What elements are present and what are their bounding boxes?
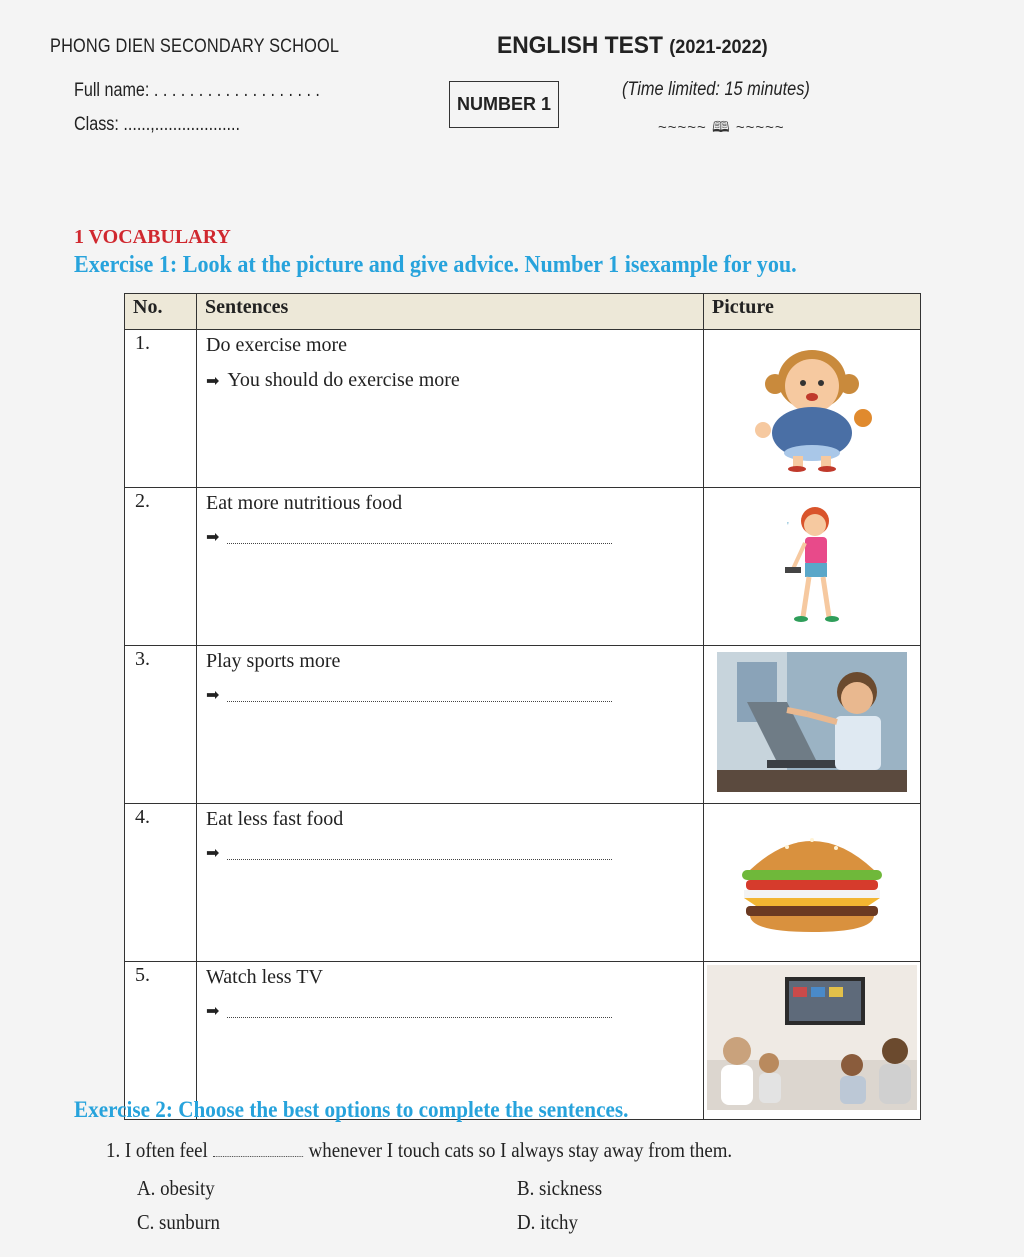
question-text-before: I often feel (124, 1138, 208, 1162)
test-title-main: ENGLISH TEST (497, 32, 663, 59)
class-label: Class: ......,................... (74, 114, 241, 135)
sentence-text: Eat less fast food (206, 808, 344, 830)
tired-boy-dumbbell-picture (704, 488, 920, 639)
question-blank[interactable] (213, 1156, 303, 1157)
test-title (497, 32, 768, 60)
arrow-icon: ➡ (206, 845, 220, 862)
picture-cell (704, 962, 921, 1120)
option-d[interactable]: D. itchy (517, 1210, 578, 1234)
answer-blank[interactable] (227, 689, 612, 702)
row-number: 5. (125, 962, 197, 1120)
school-name: PHONG DIEN SECONDARY SCHOOL (50, 36, 340, 57)
table-row (125, 646, 921, 804)
answer-line (197, 993, 703, 1021)
svg-text:': ' (787, 520, 789, 532)
answer-line (197, 519, 703, 547)
answer-blank[interactable] (227, 847, 612, 860)
header-no: No. (125, 294, 197, 330)
header-sentences: Sentences (197, 294, 704, 330)
row-number: 3. (125, 646, 197, 804)
example-answer: You should do exercise more (227, 369, 460, 391)
answer-blank[interactable] (227, 531, 612, 544)
arrow-icon: ➡ (206, 529, 220, 546)
table-row (125, 330, 921, 488)
row-number: 4. (125, 804, 197, 962)
answer-blank[interactable] (227, 1005, 612, 1018)
full-name-label: Full name: . . . . . . . . . . . . . . . . . . . (74, 80, 320, 101)
answer-line (197, 835, 703, 863)
sentence-cell (197, 804, 704, 962)
picture-cell (704, 330, 921, 488)
option-b[interactable]: B. sickness (517, 1176, 603, 1200)
test-title-years: (2021-2022) (669, 37, 768, 58)
table-row (125, 962, 921, 1120)
sentence-text: Play sports more (206, 650, 341, 672)
arrow-icon: ➡ (206, 1003, 220, 1020)
time-limit: (Time limited: 15 minutes) (622, 79, 810, 100)
exercise-1-title: Exercise 1: Look at the picture and give advice. Number 1 isexample for you. (74, 252, 797, 278)
sentence-cell (197, 646, 704, 804)
sentence-text: Watch less TV (206, 966, 323, 988)
sentence-cell (197, 962, 704, 1120)
table-row (125, 804, 921, 962)
picture-cell (704, 488, 921, 646)
picture-cell (704, 804, 921, 962)
table-row (125, 488, 921, 646)
sentence-cell (197, 330, 704, 488)
overweight-girl-picture (704, 330, 920, 481)
option-a[interactable]: A. obesity (137, 1176, 215, 1200)
arrow-icon: ➡ (206, 372, 220, 390)
family-watching-tv-picture (704, 962, 920, 1113)
question-number: 1. (106, 1138, 121, 1162)
decorative-ornament: ~~~~~ 🕮 ~~~~~ (658, 119, 785, 136)
table-header-row (125, 294, 921, 330)
hamburger-picture (704, 804, 920, 955)
arrow-icon: ➡ (206, 687, 220, 704)
exercise-1-table (124, 293, 921, 1120)
sentence-text: Do exercise more (206, 334, 348, 356)
row-number: 1. (125, 330, 197, 488)
question-text-after: whenever I touch cats so I always stay away from them. (308, 1138, 733, 1162)
picture-cell (704, 646, 921, 804)
sentence-text: Eat more nutritious food (206, 492, 403, 514)
header-picture: Picture (704, 294, 921, 330)
exercise-2-title: Exercise 2: Choose the best options to complete the sentences. (74, 1097, 629, 1122)
row-number: 2. (125, 488, 197, 646)
answer-line (197, 677, 703, 705)
sentence-cell (197, 488, 704, 646)
answer-line (197, 361, 703, 392)
option-c[interactable]: C. sunburn (137, 1210, 220, 1234)
boy-laptop-picture (704, 646, 920, 797)
question-1 (106, 1138, 732, 1163)
test-number-box: NUMBER 1 (449, 81, 559, 128)
section-title: 1 VOCABULARY (74, 226, 231, 248)
